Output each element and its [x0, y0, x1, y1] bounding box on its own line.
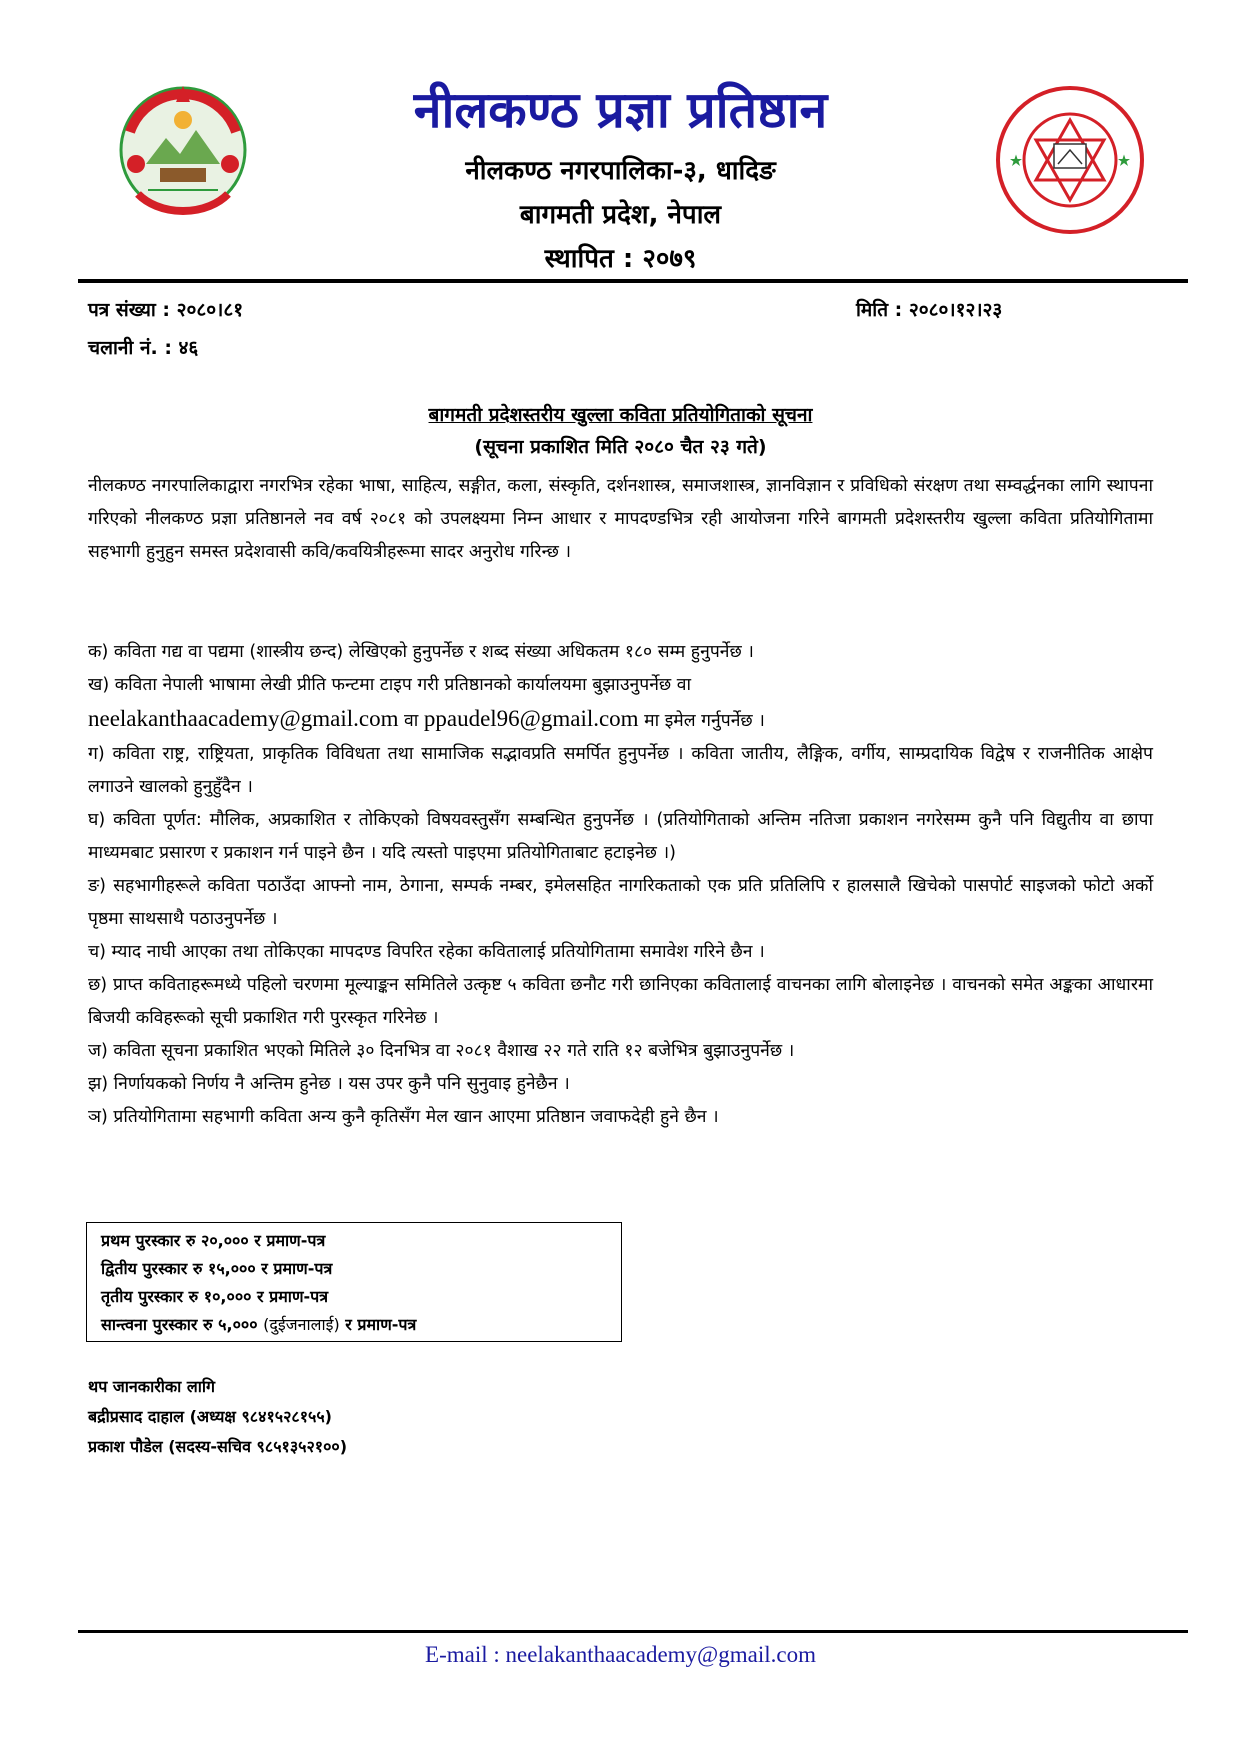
dispatch-number: चलानी नं. : ४६	[88, 337, 199, 359]
notice-intro: नीलकण्ठ नगरपालिकाद्वारा नगरभित्र रहेका भाषा, साहित्य, सङ्गीत, कला, संस्कृति, दर्शनशास्त्र, समाजशास्त्र, ज्ञानविज्ञान र प्रविधिको संरक्षण तथा सम्वर्द्धनका लागि स्थापना गरिएको नीलकण्ठ प्रज्ञा प्रतिष्ठानले नव वर्ष २०८१ को उपलक्ष्यमा निम्न आधार र मापदण्डभित्र रही आयोजना गरिने बागमती प्रदेशस्तरीय खुल्ला कविता प्रतियोगितामा सहभागी हुनुहुन समस्त प्रदेशवासी कवि/कवयित्रीहरूमा सादर अनुरोध गरिन्छ ।	[88, 476, 1153, 562]
prize-consolation-text: सान्त्वना पुरस्कार रु ५,०००	[101, 1315, 264, 1334]
footer-email[interactable]: E-mail : neelakanthaacademy@gmail.com	[425, 1642, 816, 1667]
prize-consolation-note: (दुईजनालाई)	[263, 1315, 340, 1334]
clause-kha-tail: मा इमेल गर्नुपर्नेछ ।	[638, 711, 765, 731]
clause-ga: ग) कविता राष्ट्र, राष्ट्रियता, प्राकृतिक विविधता तथा सामाजिक सद्भावप्रति समर्पित हुनुपर्नेछ । कविता जातीय, लैङ्गिक, वर्गीय, साम्प्रदायिक विद्वेष र राजनीतिक आक्षेप लगाउने खालको हुनुहुँदैन ।	[88, 744, 1153, 797]
clause-nya: ञ) प्रतियोगितामा सहभागी कविता अन्य कुनै कृतिसँग मेल खान आएमा प्रतिष्ठान जवाफदेही हुने छैन ।	[88, 1107, 719, 1127]
prize-consolation	[101, 1311, 607, 1339]
clause-cha: च) म्याद नाघी आएका तथा तोकिएका मापदण्ड विपरित रहेका कवितालाई प्रतियोगितामा समावेश गरिने छैन ।	[88, 942, 765, 962]
prize-third: तृतीय पुरस्कार रु १०,००० र प्रमाण-पत्र	[101, 1287, 329, 1306]
academy-seal	[990, 80, 1150, 240]
contact-secretary: प्रकाश पौडेल (सदस्य-सचिव ९८५१३५२१००)	[88, 1437, 348, 1456]
clause-kha-text: ख) कविता नेपाली भाषामा लेखी प्रीति फन्टमा टाइप गरी प्रतिष्ठानको कार्यालयमा बुझाउनुपर्नेछ वा	[88, 675, 692, 695]
letterhead	[0, 0, 1241, 280]
clause-nga: ङ) सहभागीहरूले कविता पठाउँदा आफ्नो नाम, ठेगाना, सम्पर्क नम्बर, इमेलसहित नागरिकताको एक प्रति प्रतिलिपि र हालसालै खिचेको पासपोर्ट साइजको फोटो अर्को पृष्ठमा साथसाथै पठाउनुपर्नेछ ।	[88, 876, 1153, 929]
organization-name: नीलकण्ठ प्रज्ञा प्रतिष्ठान	[413, 81, 828, 139]
clause-ja: ज) कविता सूचना प्रकाशित भएको मितिले ३० दिनभित्र वा २०८१ वैशाख २२ गते राति १२ बजेभित्र बुझाउनुपर्नेछ ।	[88, 1041, 795, 1061]
header-divider	[78, 279, 1188, 283]
prize-first: प्रथम पुरस्कार रु २०,००० र प्रमाण-पत्र	[101, 1231, 326, 1250]
established-year: स्थापित : २०७९	[544, 244, 697, 274]
clause-jha: झ) निर्णायकको निर्णय नै अन्तिम हुनेछ । यस उपर कुनै पनि सुनुवाइ हुनेछैन ।	[88, 1074, 570, 1094]
address-line-municipality: नीलकण्ठ नगरपालिका-३, धादिङ	[465, 156, 776, 186]
notice-title: बागमती प्रदेशस्तरीय खुल्ला कविता प्रतियोगिताको सूचना	[428, 404, 813, 426]
contact-chairperson: बद्रीप्रसाद दाहाल (अध्यक्ष ९८४१५२८१५५)	[88, 1407, 332, 1426]
notice-title-wrapper	[0, 402, 1241, 428]
letter-date: मिति : २०८०।१२।२३	[856, 299, 1003, 321]
prize-consolation-tail: र प्रमाण-पत्र	[339, 1315, 417, 1334]
clause-chha: छ) प्राप्त कविताहरूमध्ये पहिलो चरणमा मूल्याङ्कन समितिले उत्कृष्ट ५ कविता छनौट गरी छानिएका कवितालाई वाचनका लागि बोलाइनेछ । वाचनको समेत अङ्कका आधारमा बिजयी कविहरूको सूची प्रकाशित गरी पुरस्कृत गरिनेछ ।	[88, 975, 1153, 1028]
clause-kha	[88, 669, 1153, 738]
notice-clauses	[88, 636, 1153, 1134]
contact-info	[88, 1372, 688, 1462]
notice-subtitle: (सूचना प्रकाशित मिति २०८० चैत २३ गते)	[474, 436, 767, 458]
address-line-province: बागमती प्रदेश, नेपाल	[519, 200, 722, 230]
email-link-academy[interactable]: neelakanthaacademy@gmail.com	[88, 706, 399, 731]
footer-divider	[78, 1630, 1188, 1633]
prize-second: द्वितीय पुरस्कार रु १५,००० र प्रमाण-पत्र	[101, 1259, 333, 1278]
email-link-secretary[interactable]: ppaudel96@gmail.com	[423, 706, 639, 731]
clause-kha-or: वा	[398, 711, 424, 731]
contact-heading: थप जानकारीका लागि	[88, 1377, 216, 1396]
prize-box	[86, 1222, 622, 1342]
letter-number: पत्र संख्या : २०८०।८१	[88, 299, 244, 321]
clause-gha: घ) कविता पूर्णत: मौलिक, अप्रकाशित र तोकिएको विषयवस्तुसँग सम्बन्धित हुनुपर्नेछ । (प्रतियोगिताको अन्तिम नतिजा प्रकाशन नगरेसम्म कुनै पनि विद्युतीय वा छापा माध्यमबाट प्रसारण र प्रकाशन गर्न पाइने छैन । यदि त्यस्तो पाइएमा प्रतियोगिताबाट हटाइनेछ ।)	[88, 810, 1153, 863]
clause-ka: क) कविता गद्य वा पद्यमा (शास्त्रीय छन्द) लेखिएको हुनुपर्नेछ र शब्द संख्या अधिकतम १८० सम्म हुनुपर्नेछ ।	[88, 642, 754, 662]
